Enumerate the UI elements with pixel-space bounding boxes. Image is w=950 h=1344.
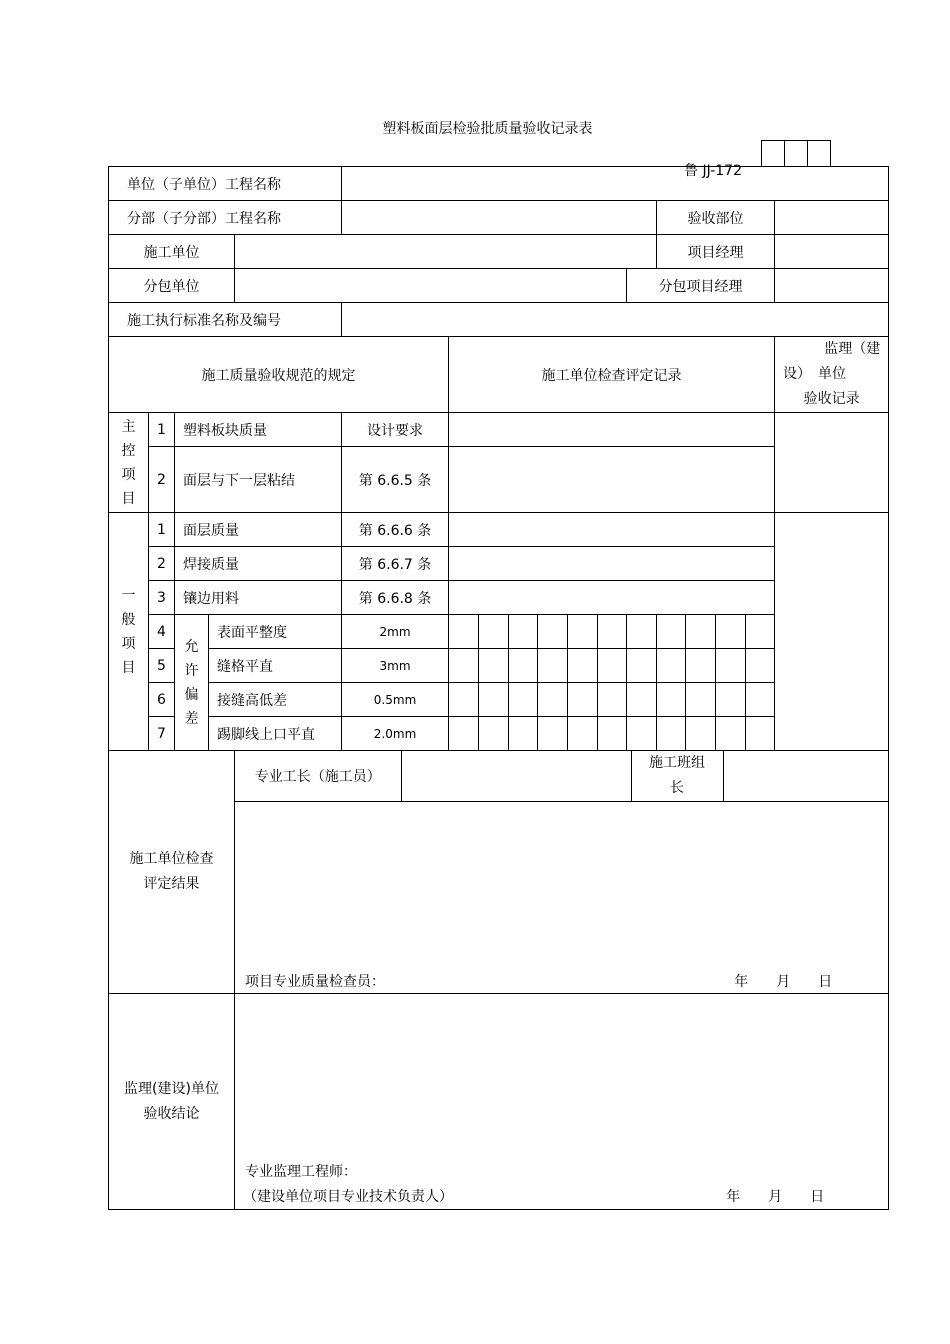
measure-cell[interactable] xyxy=(568,649,598,683)
measure-cell[interactable] xyxy=(538,717,568,751)
measure-cell[interactable] xyxy=(598,683,627,717)
measure-cell[interactable] xyxy=(716,615,746,649)
item-name: 面层质量 xyxy=(175,513,342,547)
foreman-label: 专业工长（施工员） xyxy=(235,751,401,801)
supervisor-record-cell[interactable] xyxy=(775,413,889,513)
deviation-value: 0.5mm xyxy=(342,683,449,717)
measure-cell[interactable] xyxy=(449,683,479,717)
item-name: 面层与下一层粘结 xyxy=(175,447,342,513)
check-record-cell[interactable] xyxy=(449,547,775,581)
measure-cell[interactable] xyxy=(657,615,686,649)
measure-cell[interactable] xyxy=(509,615,538,649)
construction-date: 年 月 日 xyxy=(734,974,833,990)
measure-cell[interactable] xyxy=(746,615,775,649)
measure-cell[interactable] xyxy=(538,615,568,649)
item-number: 1 xyxy=(149,413,175,447)
item-number: 4 xyxy=(149,615,175,649)
check-record-cell[interactable] xyxy=(449,513,775,547)
main-control-label: 主 控 项 目 xyxy=(109,413,149,513)
item-number: 5 xyxy=(149,649,175,683)
measure-cell[interactable] xyxy=(686,717,716,751)
deviation-value: 3mm xyxy=(342,649,449,683)
item-requirement: 第 6.6.5 条 xyxy=(342,447,449,513)
deviation-value: 2.0mm xyxy=(342,717,449,751)
measure-cell[interactable] xyxy=(449,649,479,683)
measure-cell[interactable] xyxy=(716,649,746,683)
deviation-value: 2mm xyxy=(342,615,449,649)
measure-cell[interactable] xyxy=(746,717,775,751)
standard-label: 施工执行标准名称及编号 xyxy=(109,303,342,337)
item-number: 2 xyxy=(149,547,175,581)
unit-project-label: 单位（子单位）工程名称 xyxy=(109,167,342,201)
subcontract-unit-value[interactable] xyxy=(235,269,627,303)
form-title: 塑料板面层检验批质量验收记录表 xyxy=(382,121,593,137)
deviation-label: 允 许 偏 差 xyxy=(175,615,209,751)
project-manager-value[interactable] xyxy=(775,235,889,269)
measure-cell[interactable] xyxy=(627,683,657,717)
measure-cell[interactable] xyxy=(509,649,538,683)
deviation-name: 表面平整度 xyxy=(209,615,342,649)
foreman-value[interactable] xyxy=(401,751,631,801)
item-name: 焊接质量 xyxy=(175,547,342,581)
construction-result-area[interactable] xyxy=(235,802,889,994)
accept-part-label: 验收部位 xyxy=(657,201,775,235)
construction-unit-label: 施工单位 xyxy=(109,235,235,269)
unit-project-value[interactable] xyxy=(342,167,889,201)
inspection-form xyxy=(108,166,889,1210)
measure-cell[interactable] xyxy=(686,615,716,649)
inspector-label: 项目专业质量检查员： xyxy=(245,974,385,990)
item-requirement: 第 6.6.6 条 xyxy=(342,513,449,547)
form-code: 鲁 JJ-172 xyxy=(684,163,742,179)
owner-rep-line xyxy=(243,1186,878,1206)
item-number: 2 xyxy=(149,447,175,513)
measure-cell[interactable] xyxy=(568,717,598,751)
subcontract-manager-label: 分包项目经理 xyxy=(627,269,775,303)
deviation-name: 接缝高低差 xyxy=(209,683,342,717)
item-requirement: 第 6.6.8 条 xyxy=(342,581,449,615)
item-name: 塑料板块质量 xyxy=(175,413,342,447)
measure-cell[interactable] xyxy=(509,683,538,717)
measure-cell[interactable] xyxy=(598,649,627,683)
measure-cell[interactable] xyxy=(598,615,627,649)
supervision-result-area[interactable] xyxy=(235,994,889,1210)
measure-cell[interactable] xyxy=(686,649,716,683)
deviation-name: 缝格平直 xyxy=(209,649,342,683)
item-name: 镶边用料 xyxy=(175,581,342,615)
measure-cell[interactable] xyxy=(746,649,775,683)
construction-unit-value[interactable] xyxy=(235,235,657,269)
check-record-column-header: 施工单位检查评定记录 xyxy=(449,337,775,413)
owner-rep-label: （建设单位项目专业技术负责人） xyxy=(243,1189,453,1205)
check-record-cell[interactable] xyxy=(449,413,775,447)
measure-cell[interactable] xyxy=(449,717,479,751)
construction-sign-row xyxy=(235,751,889,802)
measure-cell[interactable] xyxy=(598,717,627,751)
measure-cell[interactable] xyxy=(568,615,598,649)
spec-column-header: 施工质量验收规范的规定 xyxy=(109,337,449,413)
project-manager-label: 项目经理 xyxy=(657,235,775,269)
accept-part-value[interactable] xyxy=(775,201,889,235)
subcontract-unit-label: 分包单位 xyxy=(109,269,235,303)
measure-cell[interactable] xyxy=(657,717,686,751)
measure-cell[interactable] xyxy=(479,683,509,717)
measure-cell[interactable] xyxy=(479,615,509,649)
item-requirement: 第 6.6.7 条 xyxy=(342,547,449,581)
measure-cell[interactable] xyxy=(746,683,775,717)
supervisor-record-cell[interactable] xyxy=(775,513,889,751)
measure-cell[interactable] xyxy=(568,683,598,717)
measure-cell[interactable] xyxy=(449,615,479,649)
measure-cell[interactable] xyxy=(686,683,716,717)
measure-cell[interactable] xyxy=(479,717,509,751)
measure-cell[interactable] xyxy=(657,649,686,683)
measure-cell[interactable] xyxy=(479,649,509,683)
supervision-result-label: 监理(建设)单位 验收结论 xyxy=(109,994,235,1210)
supervision-date: 年 月 日 xyxy=(726,1189,825,1205)
engineer-label: 专业监理工程师： xyxy=(245,1164,357,1180)
measure-cell[interactable] xyxy=(627,717,657,751)
standard-value[interactable] xyxy=(342,303,889,337)
item-requirement: 设计要求 xyxy=(342,413,449,447)
check-record-cell[interactable] xyxy=(449,447,775,513)
supervisor-column-header: 监理（建 设） 单位 验收记录 xyxy=(775,337,889,413)
item-number: 6 xyxy=(149,683,175,717)
subcontract-manager-value[interactable] xyxy=(775,269,889,303)
measure-cell[interactable] xyxy=(509,717,538,751)
measure-cell[interactable] xyxy=(538,649,568,683)
team-leader-label: 施工班组 长 xyxy=(631,751,723,801)
sub-project-value[interactable] xyxy=(342,201,657,235)
measure-cell[interactable] xyxy=(627,649,657,683)
measure-cell[interactable] xyxy=(716,683,746,717)
measure-cell[interactable] xyxy=(716,717,746,751)
measure-cell[interactable] xyxy=(538,683,568,717)
measure-cell[interactable] xyxy=(657,683,686,717)
deviation-name: 踢脚线上口平直 xyxy=(209,717,342,751)
inspector-line xyxy=(245,971,878,991)
check-record-cell[interactable] xyxy=(449,581,775,615)
sub-project-label: 分部（子分部）工程名称 xyxy=(109,201,342,235)
general-items-label: 一 般 项 目 xyxy=(109,513,149,751)
item-number: 3 xyxy=(149,581,175,615)
construction-result-label: 施工单位检查 评定结果 xyxy=(109,751,235,994)
item-number: 1 xyxy=(149,513,175,547)
engineer-line xyxy=(245,1161,878,1181)
measure-cell[interactable] xyxy=(627,615,657,649)
item-number: 7 xyxy=(149,717,175,751)
code-boxes xyxy=(762,140,831,167)
team-leader-value[interactable] xyxy=(723,751,888,801)
